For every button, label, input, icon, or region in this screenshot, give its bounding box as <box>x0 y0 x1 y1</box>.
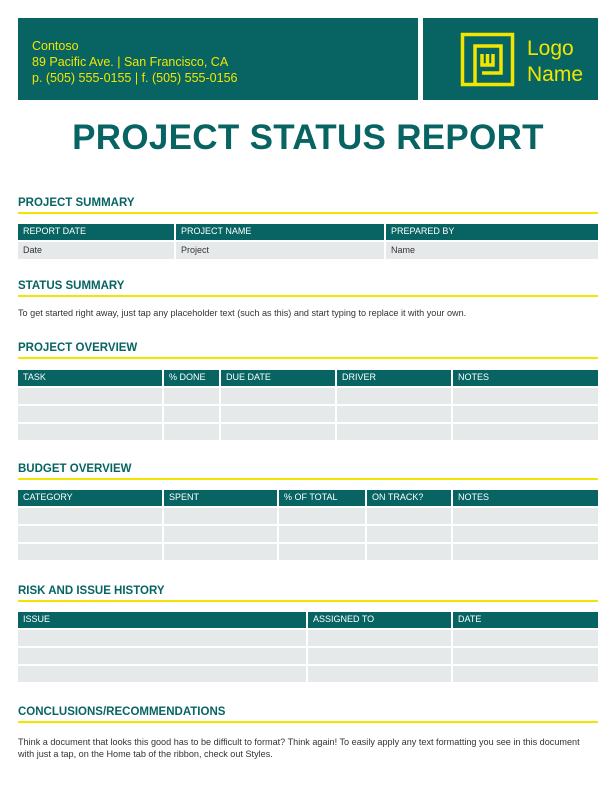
section-rule <box>18 357 598 359</box>
project-overview-table <box>18 370 598 442</box>
column-header-project-name: PROJECT NAME <box>176 224 384 240</box>
section-rule <box>18 721 598 723</box>
table-cell[interactable] <box>453 666 598 682</box>
company-phone[interactable]: p. (505) 555-0155 | f. (505) 555-0156 <box>32 71 238 85</box>
table-cell[interactable] <box>18 424 162 440</box>
column-header-notes: NOTES <box>453 370 598 386</box>
project-overview-heading[interactable]: PROJECT OVERVIEW <box>18 342 138 354</box>
table-cell[interactable] <box>18 544 162 560</box>
table-cell[interactable] <box>453 424 598 440</box>
column-header-due-date: DUE DATE <box>221 370 335 386</box>
table-cell[interactable] <box>453 544 598 560</box>
table-cell[interactable] <box>164 388 219 404</box>
project-name-cell[interactable]: Project <box>176 242 384 259</box>
column-header-spent: SPENT <box>164 490 277 506</box>
project-summary-heading[interactable]: PROJECT SUMMARY <box>18 197 135 209</box>
column-header-assigned-to: ASSIGNED TO <box>308 612 451 628</box>
table-cell[interactable] <box>221 388 335 404</box>
table-cell[interactable] <box>164 406 219 422</box>
table-cell[interactable] <box>18 630 306 646</box>
table-cell[interactable] <box>367 544 451 560</box>
table-cell[interactable] <box>308 630 451 646</box>
column-header-issue: ISSUE <box>18 612 306 628</box>
table-cell[interactable] <box>453 388 598 404</box>
risk-history-heading[interactable]: RISK AND ISSUE HISTORY <box>18 585 165 597</box>
column-header-report-date: REPORT DATE <box>18 224 174 240</box>
table-cell[interactable] <box>453 648 598 664</box>
table-cell[interactable] <box>18 406 162 422</box>
column-header-category: CATEGORY <box>18 490 162 506</box>
budget-overview-heading[interactable]: BUDGET OVERVIEW <box>18 463 132 475</box>
logo-text-line2: Name <box>527 63 584 86</box>
table-cell[interactable] <box>367 526 451 542</box>
status-summary-heading[interactable]: STATUS SUMMARY <box>18 280 125 292</box>
logo-text-line1: Logo <box>527 37 574 60</box>
column-header-driver: DRIVER <box>337 370 451 386</box>
column-header-percent-of-total: % OF TOTAL <box>279 490 365 506</box>
status-summary-text[interactable]: To get started right away, just tap any placeholder text (such as this) and start typing to replace it with your own. <box>18 308 467 318</box>
section-rule <box>18 295 598 297</box>
column-header-task: TASK <box>18 370 162 386</box>
table-cell[interactable] <box>164 544 277 560</box>
document-title[interactable]: PROJECT STATUS REPORT <box>72 118 544 157</box>
conclusions-text[interactable]: Think a document that looks this good has to be difficult to format? Think again! To easily apply any text formatting you see in this document with just a tap, on the Home tab of the ribbon, check out Styles. <box>18 737 580 759</box>
table-cell[interactable] <box>164 508 277 524</box>
column-header-prepared-by: PREPARED BY <box>386 224 598 240</box>
table-cell[interactable] <box>221 406 335 422</box>
logo-block[interactable] <box>423 18 598 100</box>
table-cell[interactable] <box>337 406 451 422</box>
maze-logo-icon <box>460 32 515 87</box>
table-cell[interactable] <box>221 424 335 440</box>
section-rule <box>18 212 598 214</box>
company-header <box>18 18 418 100</box>
column-header-on-track: ON TRACK? <box>367 490 451 506</box>
table-cell[interactable] <box>367 508 451 524</box>
table-cell[interactable] <box>18 526 162 542</box>
budget-overview-table <box>18 490 598 562</box>
table-cell[interactable] <box>18 388 162 404</box>
table-cell[interactable] <box>337 424 451 440</box>
section-rule <box>18 478 598 480</box>
table-cell[interactable] <box>279 526 365 542</box>
project-summary-table <box>18 224 598 260</box>
table-cell[interactable] <box>337 388 451 404</box>
conclusions-heading[interactable]: CONCLUSIONS/RECOMMENDATIONS <box>18 706 226 718</box>
column-header-date: DATE <box>453 612 598 628</box>
table-cell[interactable] <box>453 526 598 542</box>
prepared-by-cell[interactable]: Name <box>386 242 598 259</box>
company-address[interactable]: 89 Pacific Ave. | San Francisco, CA <box>32 55 229 69</box>
table-cell[interactable] <box>453 508 598 524</box>
table-cell[interactable] <box>18 648 306 664</box>
table-cell[interactable] <box>279 508 365 524</box>
table-cell[interactable] <box>453 406 598 422</box>
table-cell[interactable] <box>308 666 451 682</box>
column-header-percent-done: % DONE <box>164 370 219 386</box>
company-name[interactable]: Contoso <box>32 39 79 53</box>
risk-history-table <box>18 612 598 684</box>
table-cell[interactable] <box>164 424 219 440</box>
table-cell[interactable] <box>18 666 306 682</box>
table-cell[interactable] <box>18 508 162 524</box>
table-cell[interactable] <box>279 544 365 560</box>
section-rule <box>18 600 598 602</box>
table-cell[interactable] <box>164 526 277 542</box>
column-header-notes: NOTES <box>453 490 598 506</box>
table-cell[interactable] <box>308 648 451 664</box>
table-cell[interactable] <box>453 630 598 646</box>
report-date-cell[interactable]: Date <box>18 242 174 259</box>
